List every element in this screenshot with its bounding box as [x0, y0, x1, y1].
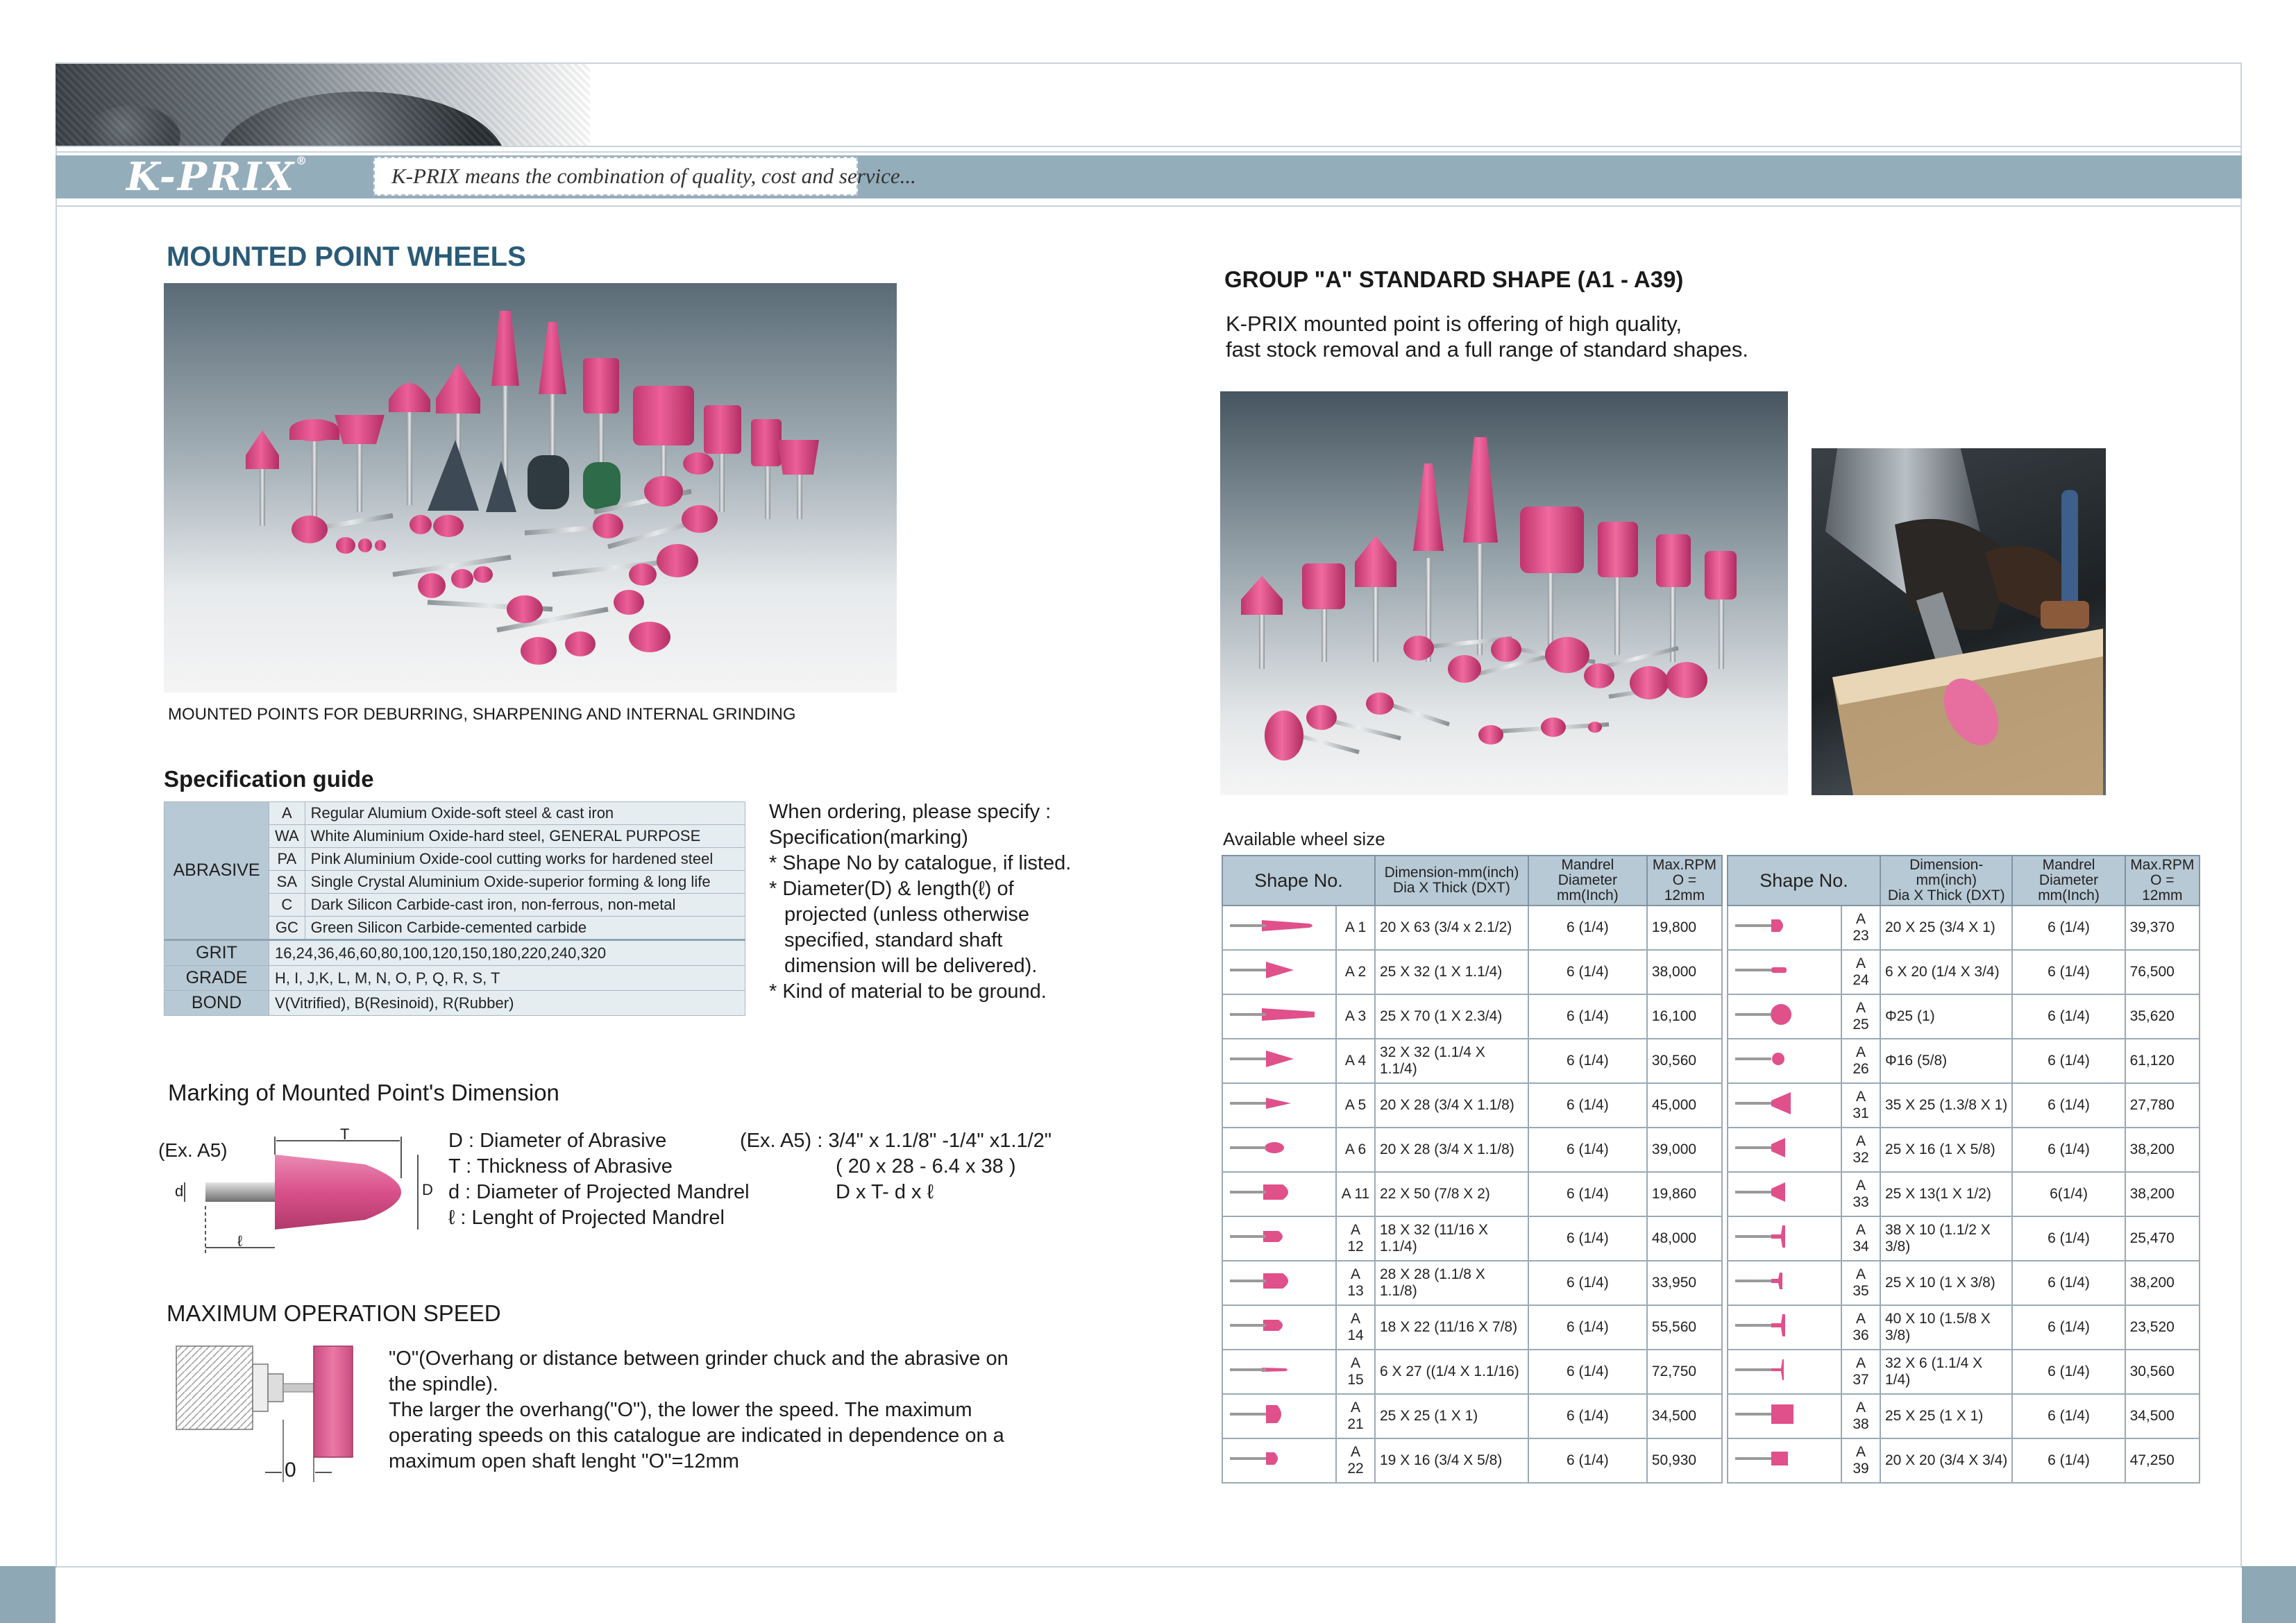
- shape-small-disc-cone-icon: [1728, 1261, 1841, 1305]
- rpm-cell: 34,500: [2125, 1394, 2200, 1438]
- header-shape-no: Shape No.: [1728, 856, 1880, 906]
- spec-code: GC: [269, 917, 305, 940]
- spec-desc: Green Silicon Carbide-cemented carbide: [305, 917, 745, 940]
- shape-inv-cone-small-icon: [1728, 1128, 1841, 1172]
- rpm-cell: 39,370: [2125, 906, 2200, 950]
- mandrel-cell: 6 (1/4): [2012, 1438, 2125, 1483]
- shape-cone-icon: [1222, 950, 1336, 994]
- rpm-cell: 38,200: [2125, 1261, 2200, 1305]
- dimension-cell: 25 X 16 (1 X 5/8): [1880, 1128, 2012, 1172]
- table-row: [1222, 1394, 1722, 1438]
- shape-number: A 37: [1841, 1350, 1880, 1394]
- table-row: [1728, 1438, 2200, 1483]
- table-row: [1222, 1305, 1722, 1350]
- shape-number: A 4: [1336, 1039, 1375, 1083]
- speed-line: maximum open shaft lenght "O"=12mm: [389, 1450, 739, 1472]
- corner-block-left: [0, 1566, 56, 1623]
- ordering-line: When ordering, please specify :: [769, 801, 1052, 823]
- shape-small-ball-icon: [1728, 1039, 1841, 1083]
- dimension-cell: 25 X 32 (1 X 1.1/4): [1375, 950, 1528, 994]
- header-rpm: [2125, 856, 2200, 906]
- header-mandrel-line1: Mandrel Diameter: [2038, 857, 2099, 888]
- spec-desc: Regular Alumium Oxide-soft steel & cast iron: [305, 802, 745, 825]
- legend-line: ℓ : Lenght of Projected Mandrel: [448, 1207, 725, 1229]
- mandrel-cell: 6 (1/4): [1528, 1261, 1647, 1305]
- header-rule-bottom: [56, 205, 2242, 207]
- speed-line: The larger the overhang("O"), the lower the speed. The maximum: [389, 1399, 972, 1421]
- shape-long-cone-icon: [1222, 906, 1336, 950]
- shape-number: A 2: [1336, 950, 1375, 994]
- header-rpm-line2: O = 12mm: [2142, 872, 2183, 903]
- shape-number: A 24: [1841, 950, 1880, 994]
- table-row: [1222, 1350, 1722, 1394]
- shape-small-square-icon: [1728, 1438, 1841, 1483]
- page-frame-left: [56, 62, 57, 1568]
- spec-category-bond: BOND: [164, 991, 269, 1016]
- shape-number: A 33: [1841, 1172, 1880, 1216]
- shape-thin-disc-icon: [1728, 1350, 1841, 1394]
- spec-row-grade: [164, 966, 745, 991]
- shape-number: A 34: [1841, 1216, 1880, 1261]
- dimension-cell: 25 X 13(1 X 1/2): [1880, 1172, 2012, 1216]
- mandrel-cell: 6 (1/4): [2012, 950, 2125, 994]
- header-dimension-line2: Dia X Thick (DXT): [1887, 887, 2005, 903]
- table-row: [1728, 1128, 2200, 1172]
- dimension-cell: 32 X 6 (1.1/4 X 1/4): [1880, 1350, 2012, 1394]
- table-row: [1728, 1039, 2200, 1083]
- table-row: [1728, 1350, 2200, 1394]
- spec-code: PA: [269, 848, 305, 871]
- rpm-cell: 34,500: [1647, 1394, 1722, 1438]
- spec-code: C: [269, 894, 305, 917]
- mandrel-cell: 6 (1/4): [1528, 1039, 1647, 1083]
- dimension-cell: 35 X 25 (1.3/8 X 1): [1880, 1083, 2012, 1128]
- dimension-cell: 20 X 28 (3/4 X 1.1/8): [1375, 1128, 1528, 1172]
- dimension-cell: 20 X 28 (3/4 X 1.1/8): [1375, 1083, 1528, 1128]
- shape-number: A 31: [1841, 1083, 1880, 1128]
- table-row: [1222, 1438, 1722, 1483]
- shape-round-cyl-icon: [1222, 1394, 1336, 1438]
- dimension-cell: 25 X 70 (1 X 2.3/4): [1375, 994, 1528, 1039]
- ordering-line: * Shape No by catalogue, if listed.: [769, 852, 1072, 874]
- spec-category-abrasive: ABRASIVE: [164, 802, 269, 940]
- shape-small-bullet-icon: [1222, 1216, 1336, 1261]
- dimension-cell: 25 X 25 (1 X 1): [1880, 1394, 2012, 1438]
- header-shape-no: Shape No.: [1222, 856, 1375, 906]
- table-row: [1728, 1394, 2200, 1438]
- header-mandrel-line2: mm(Inch): [2038, 887, 2100, 903]
- rpm-cell: 39,000: [1647, 1128, 1722, 1172]
- header-dimension-line1: Dimension-mm(inch): [1909, 857, 1984, 888]
- table-row: [1222, 994, 1722, 1039]
- intro-line: fast stock removal and a full range of standard shapes.: [1226, 337, 1749, 362]
- wheel-size-table-left: [1222, 855, 1723, 1484]
- table-row: [1728, 1216, 2200, 1261]
- rpm-cell: 27,780: [2125, 1083, 2200, 1128]
- rpm-cell: 30,560: [1647, 1039, 1722, 1083]
- table-row: [1222, 1083, 1722, 1128]
- tagline: K-PRIX means the combination of quality, cost and service...: [391, 164, 916, 188]
- dimension-cell: 18 X 32 (11/16 X 1.1/4): [1375, 1216, 1528, 1261]
- shape-number: A 22: [1336, 1438, 1375, 1483]
- header-rpm-line1: Max.RPM: [1652, 857, 1717, 873]
- brand-logo: K-PRIX®: [126, 154, 310, 200]
- rpm-cell: 47,250: [2125, 1438, 2200, 1483]
- shape-small-bullet-icon: [1222, 1305, 1336, 1350]
- rpm-cell: 19,860: [1647, 1172, 1722, 1216]
- example-line: (Ex. A5) : 3/4" x 1.1/8" -1/4" x1.1/2": [740, 1130, 1052, 1152]
- page-frame-bottom: [56, 1566, 2242, 1567]
- shape-number: A 1: [1336, 906, 1375, 950]
- ordering-instructions: [769, 799, 1071, 1005]
- mandrel-cell: 6 (1/4): [2012, 1261, 2125, 1305]
- speed-line: "O"(Overhang or distance between grinder chuck and the abrasive on: [389, 1348, 1008, 1370]
- mandrel-cell: 6 (1/4): [1528, 1438, 1647, 1483]
- mandrel-cell: 6 (1/4): [2012, 1394, 2125, 1438]
- shape-number: A 11: [1336, 1172, 1375, 1216]
- header-mandrel-line1: Mandrel Diameter: [1558, 857, 1617, 888]
- shape-bullet-icon: [1222, 1261, 1336, 1305]
- shape-tiny-cyl-icon: [1728, 950, 1841, 994]
- header-mandrel-line2: mm(Inch): [1557, 887, 1619, 903]
- dimension-cell: 20 X 20 (3/4 X 3/4): [1880, 1438, 2012, 1483]
- header-mandrel: [1528, 856, 1647, 906]
- ordering-line: * Kind of material to be ground.: [769, 980, 1047, 1003]
- photo-caption: MOUNTED POINTS FOR DEBURRING, SHARPENING AND INTERNAL GRINDING: [168, 705, 796, 724]
- spec-row-bond: [164, 991, 745, 1016]
- shape-needle-icon: [1222, 1350, 1336, 1394]
- example-line: ( 20 x 28 - 6.4 x 38 ): [836, 1155, 1016, 1178]
- group-photo-illustration: [1220, 391, 1788, 795]
- table-row: [1728, 994, 2200, 1039]
- rpm-cell: 55,560: [1647, 1305, 1722, 1350]
- spec-category-grit: GRIT: [164, 940, 269, 966]
- mandrel-cell: 6 (1/4): [1528, 1350, 1647, 1394]
- shape-number: A 36: [1841, 1305, 1880, 1350]
- spec-desc: Dark Silicon Carbide-cast iron, non-ferrous, non-metal: [305, 894, 745, 917]
- group-a-title: GROUP "A" STANDARD SHAPE (A1 - A39): [1224, 266, 1684, 292]
- available-size-label: Available wheel size: [1223, 829, 1385, 849]
- mandrel-cell: 6 (1/4): [1528, 1083, 1647, 1128]
- rpm-cell: 16,100: [1647, 994, 1722, 1039]
- spec-code: WA: [269, 825, 305, 848]
- table-row: [1222, 1172, 1722, 1216]
- max-speed-text: [389, 1346, 1020, 1475]
- ordering-line: projected (unless otherwise: [784, 903, 1030, 926]
- header-rpm: [1647, 856, 1722, 906]
- rpm-cell: 50,930: [1647, 1438, 1722, 1483]
- shape-egg-icon: [1222, 1128, 1336, 1172]
- mandrel-cell: 6 (1/4): [1528, 994, 1647, 1039]
- mandrel-cell: 6(1/4): [2012, 1172, 2125, 1216]
- legend-line: d : Diameter of Projected Mandrel: [448, 1181, 750, 1203]
- shape-disc-cone-icon: [1728, 1305, 1841, 1350]
- table-header-row: [1728, 856, 2200, 906]
- speed-line: operating speeds on this catalogue are indicated in dependence on a: [389, 1425, 1004, 1447]
- table-row: [1728, 1083, 2200, 1128]
- mandrel-cell: 6 (1/4): [2012, 1083, 2125, 1128]
- shape-number: A 35: [1841, 1261, 1880, 1305]
- spec-grit-value: 16,24,36,46,60,80,100,120,150,180,220,240,320: [269, 940, 745, 966]
- dimension-cell: 18 X 22 (11/16 X 7/8): [1375, 1305, 1528, 1350]
- product-photo-illustration: [164, 283, 897, 692]
- mandrel-cell: 6 (1/4): [1528, 1305, 1647, 1350]
- overhang-diagram-svg: [171, 1343, 372, 1489]
- rpm-cell: 61,120: [2125, 1039, 2200, 1083]
- shape-inv-cone-icon: [1728, 1083, 1841, 1128]
- table-header-row: [1222, 856, 1722, 906]
- header-rpm-line2: O = 12mm: [1664, 872, 1705, 903]
- max-speed-heading: MAXIMUM OPERATION SPEED: [167, 1300, 501, 1326]
- dimension-cell: Φ16 (5/8): [1880, 1039, 2012, 1083]
- rpm-cell: 45,000: [1647, 1083, 1722, 1128]
- spec-grade-value: H, I, J,K, L, M, N, O, P, Q, R, S, T: [269, 966, 745, 991]
- spec-category-grade: GRADE: [164, 966, 269, 991]
- table-row: [1728, 1305, 2200, 1350]
- rpm-cell: 38,200: [2125, 1128, 2200, 1172]
- shape-number: A 32: [1841, 1128, 1880, 1172]
- action-photo-illustration: [1812, 448, 2106, 795]
- shape-square-icon: [1728, 1394, 1841, 1438]
- specification-table: [164, 801, 745, 1016]
- dimension-label-d: d: [175, 1182, 184, 1200]
- dimension-cell: 40 X 10 (1.5/8 X 3/8): [1880, 1305, 2012, 1350]
- group-a-product-photo: [1220, 391, 1788, 795]
- mandrel-cell: 6 (1/4): [2012, 1039, 2125, 1083]
- table-body-left: [1222, 906, 1722, 1483]
- header-rule: [56, 146, 2242, 153]
- table-row: [1222, 950, 1722, 994]
- header-photo: [56, 64, 590, 147]
- table-row: [1728, 906, 2200, 950]
- table-row: [1222, 1128, 1722, 1172]
- example-label: (Ex. A5): [158, 1139, 228, 1161]
- rpm-cell: 30,560: [2125, 1350, 2200, 1394]
- shape-number: A 23: [1841, 906, 1880, 950]
- spec-desc: Pink Aluminium Oxide-cool cutting works for hardened steel: [305, 848, 745, 871]
- section-title-mounted-point-wheels: MOUNTED POINT WHEELS: [167, 241, 526, 272]
- dimension-cell: 22 X 50 (7/8 X 2): [1375, 1172, 1528, 1216]
- mandrel-cell: 6 (1/4): [2012, 906, 2125, 950]
- dimension-cell: 6 X 20 (1/4 X 3/4): [1880, 950, 2012, 994]
- rpm-cell: 25,470: [2125, 1216, 2200, 1261]
- shape-number: A 14: [1336, 1305, 1375, 1350]
- header-dimension: [1375, 856, 1528, 906]
- header-dimension-line2: Dia X Thick (DXT): [1393, 880, 1510, 896]
- table-row: [1728, 950, 2200, 994]
- mandrel-cell: 6 (1/4): [1528, 950, 1647, 994]
- header-rpm-line1: Max.RPM: [2130, 857, 2195, 873]
- grinding-in-use-photo: [1812, 448, 2106, 795]
- shape-bullet-icon: [1222, 1172, 1336, 1216]
- table-row: [1222, 1216, 1722, 1261]
- dimension-cell: 20 X 63 (3/4 x 2.1/2): [1375, 906, 1528, 950]
- dimension-cell: 6 X 27 ((1/4 X 1.1/16): [1375, 1350, 1528, 1394]
- spec-code: A: [269, 802, 305, 825]
- dimension-label-T: T: [340, 1125, 350, 1143]
- marking-heading: Marking of Mounted Point's Dimension: [168, 1080, 559, 1105]
- shape-disc-cone-icon: [1728, 1216, 1841, 1261]
- header-dimension: [1880, 856, 2012, 906]
- table-row: [1728, 1261, 2200, 1305]
- speed-line: the spindle).: [389, 1373, 498, 1395]
- shape-ball-icon: [1728, 994, 1841, 1039]
- mandrel-cell: 6 (1/4): [1528, 1128, 1647, 1172]
- rpm-cell: 76,500: [2125, 950, 2200, 994]
- shape-number: A 38: [1841, 1394, 1880, 1438]
- wheel-size-table-right: [1727, 855, 2200, 1484]
- shape-number: A 26: [1841, 1039, 1880, 1083]
- mandrel-cell: 6 (1/4): [2012, 1216, 2125, 1261]
- header-mandrel: [2012, 856, 2125, 906]
- overhang-label-o: 0: [285, 1459, 296, 1481]
- shape-small-cone-icon: [1222, 1083, 1336, 1128]
- ordering-line: * Diameter(D) & length(ℓ) of: [769, 878, 1014, 900]
- dimension-cell: 28 X 28 (1.1/8 X 1.1/8): [1375, 1261, 1528, 1305]
- shape-cone-icon: [1222, 1039, 1336, 1083]
- dimension-cell: 32 X 32 (1.1/4 X 1.1/4): [1375, 1039, 1528, 1083]
- spec-guide-heading: Specification guide: [164, 766, 374, 792]
- table-row: [1222, 1039, 1722, 1083]
- legend-line: T : Thickness of Abrasive: [448, 1155, 673, 1178]
- dimension-cell: Φ25 (1): [1880, 994, 2012, 1039]
- mandrel-cell: 6 (1/4): [1528, 1216, 1647, 1261]
- corner-block-right: [2242, 1566, 2296, 1623]
- overhang-diagram: [171, 1343, 372, 1489]
- header-dimension-line1: Dimension-mm(inch): [1384, 865, 1519, 881]
- dimension-cell: 25 X 25 (1 X 1): [1375, 1394, 1528, 1438]
- mounted-points-product-photo: [164, 283, 897, 692]
- rpm-cell: 23,520: [2125, 1305, 2200, 1350]
- dimension-legend: [448, 1128, 750, 1231]
- table-body-right: [1728, 906, 2200, 1483]
- spec-desc: White Aluminium Oxide-hard steel, GENERAL PURPOSE: [305, 825, 745, 848]
- shape-inv-cone-small-icon: [1728, 1172, 1841, 1216]
- shape-number: A 13: [1336, 1261, 1375, 1305]
- ordering-line: specified, standard shaft: [784, 929, 1003, 951]
- dimension-cell: 38 X 10 (1.1/2 X 3/8): [1880, 1216, 2012, 1261]
- shape-number: A 5: [1336, 1083, 1375, 1128]
- table-row: [1728, 1172, 2200, 1216]
- ordering-line: Specification(marking): [769, 826, 968, 849]
- group-a-intro: [1226, 311, 1748, 362]
- rpm-cell: 38,200: [2125, 1172, 2200, 1216]
- shape-number: A 15: [1336, 1350, 1375, 1394]
- spec-desc: Single Crystal Aluminium Oxide-superior forming & long life: [305, 871, 745, 894]
- dimension-label-l: ℓ: [237, 1232, 243, 1250]
- example-spec: [740, 1128, 1052, 1205]
- mandrel-cell: 6 (1/4): [1528, 906, 1647, 950]
- shape-round-cyl-small-icon: [1222, 1438, 1336, 1483]
- shape-number: A 39: [1841, 1438, 1880, 1483]
- mandrel-cell: 6 (1/4): [2012, 1305, 2125, 1350]
- mandrel-cell: 6 (1/4): [2012, 1350, 2125, 1394]
- shape-number: A 3: [1336, 994, 1375, 1039]
- spec-row-abrasive: [164, 802, 745, 825]
- page-frame-right: [2240, 62, 2242, 1568]
- ordering-line: dimension will be delivered).: [784, 955, 1038, 977]
- rpm-cell: 48,000: [1647, 1216, 1722, 1261]
- mandrel-cell: 6 (1/4): [2012, 994, 2125, 1039]
- example-line: D x T- d x ℓ: [836, 1181, 934, 1203]
- mandrel-cell: 6 (1/4): [2012, 1128, 2125, 1172]
- mandrel-cell: 6 (1/4): [1528, 1394, 1647, 1438]
- legend-line: D : Diameter of Abrasive: [448, 1130, 667, 1152]
- table-row: [1222, 906, 1722, 950]
- shape-number: A 25: [1841, 994, 1880, 1039]
- spec-code: SA: [269, 871, 305, 894]
- rpm-cell: 35,620: [2125, 994, 2200, 1039]
- spec-row-grit: [164, 940, 745, 966]
- shape-long-taper-icon: [1222, 994, 1336, 1039]
- shape-number: A 6: [1336, 1128, 1375, 1172]
- shape-number: A 21: [1336, 1394, 1375, 1438]
- dimension-cell: 25 X 10 (1 X 3/8): [1880, 1261, 2012, 1305]
- table-row: [1222, 1261, 1722, 1305]
- rpm-cell: 38,000: [1647, 950, 1722, 994]
- intro-line: K-PRIX mounted point is offering of high quality,: [1226, 312, 1682, 336]
- mandrel-cell: 6 (1/4): [1528, 1172, 1647, 1216]
- dimension-cell: 19 X 16 (3/4 X 5/8): [1375, 1438, 1528, 1483]
- dimension-cell: 20 X 25 (3/4 X 1): [1880, 906, 2012, 950]
- shape-round-cyl-small-icon: [1728, 906, 1841, 950]
- dimension-label-D: D: [422, 1181, 433, 1198]
- shape-number: A 12: [1336, 1216, 1375, 1261]
- rpm-cell: 33,950: [1647, 1261, 1722, 1305]
- rpm-cell: 19,800: [1647, 906, 1722, 950]
- rpm-cell: 72,750: [1647, 1350, 1722, 1394]
- spec-bond-value: V(Vitrified), B(Resinoid), R(Rubber): [269, 991, 745, 1016]
